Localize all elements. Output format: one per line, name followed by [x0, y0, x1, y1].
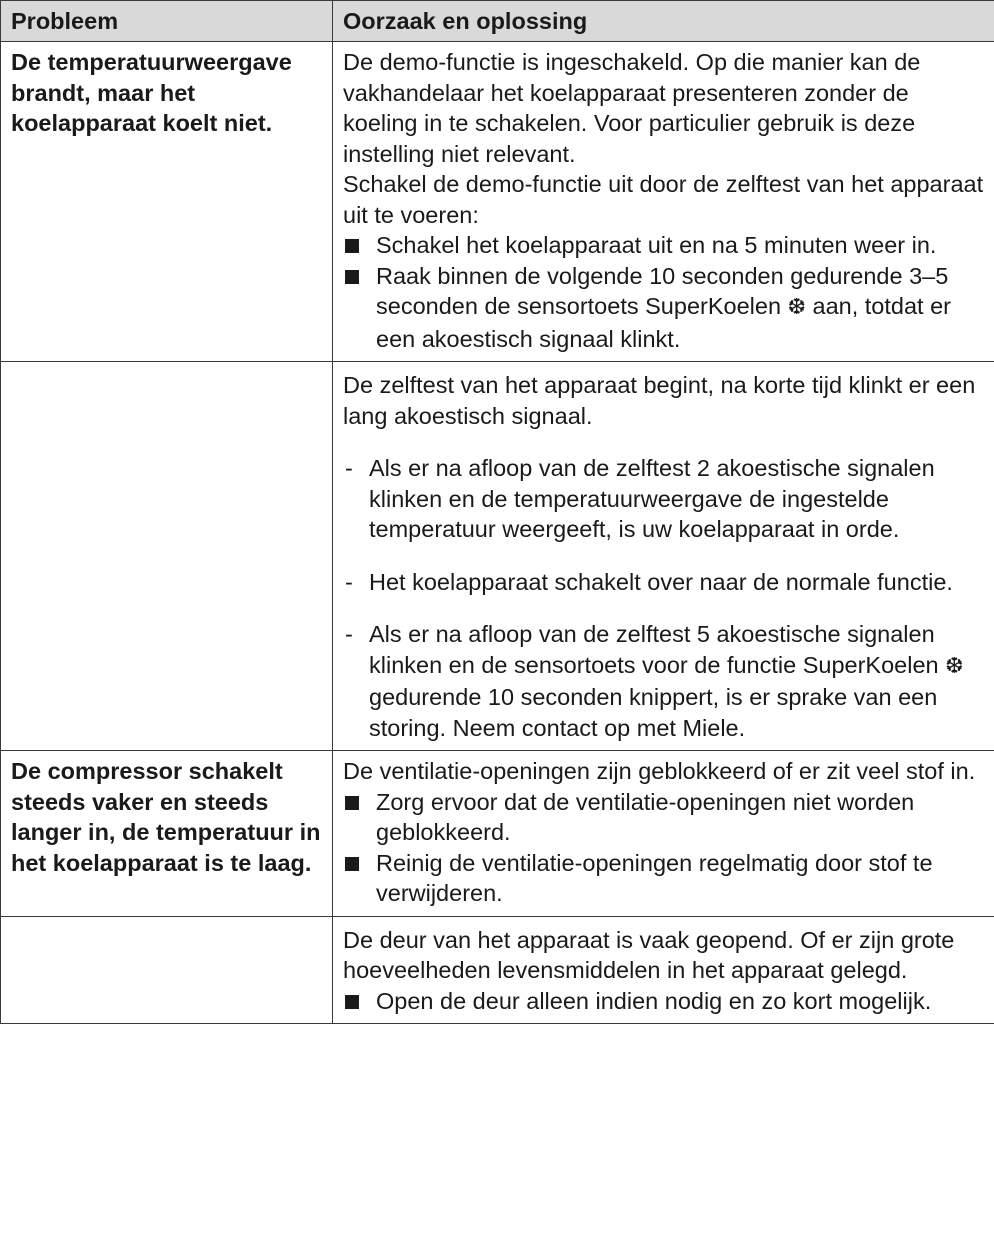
header-solution: Oorzaak en oplossing: [333, 1, 994, 42]
instruction-text: Schakel de demo-functie uit door de zelftest van het apparaat uit te voeren:: [343, 171, 984, 228]
problem-continued-cell: [1, 362, 333, 751]
square-bullet-icon: [345, 857, 359, 871]
table-row: [1, 751, 994, 917]
dash-marker: -: [345, 568, 353, 595]
selftest-text: De zelftest van het apparaat begint, na korte tijd klinkt er een lang akoestisch signaal.: [343, 372, 976, 429]
step-text-part: Raak binnen de volgende 10 seconden gedurende 3–5 seconden de sensortoets SuperKoelen: [376, 262, 949, 319]
dash-marker: -: [345, 455, 353, 481]
square-bullet-icon: [345, 796, 359, 810]
list-item: [343, 261, 986, 355]
table-header-row: [1, 1, 994, 42]
result-text: Als er na afloop van de zelftest 2 akoestische signalen klinken en de temperatuurweergave de ingestelde temperatuur weergeeft, is uw koelapparaat in orde.: [369, 455, 935, 542]
step-text: Reinig de ventilatie-openingen regelmatig door stof te verwijderen.: [376, 849, 933, 906]
table-row: [1, 362, 994, 751]
snowflake-icon: ❆: [945, 653, 964, 679]
solution-demo-function: [333, 42, 994, 362]
result-text: Het koelapparaat schakelt over naar de normale functie.: [369, 568, 953, 595]
step-text-part: aan, totdat er een akoestisch signaal klinkt.: [376, 293, 952, 352]
solution-door: [333, 916, 994, 1024]
square-bullet-icon: [345, 995, 359, 1009]
solution-selftest: [333, 362, 994, 751]
list-item: [343, 848, 986, 909]
step-text: Schakel het koelapparaat uit en na 5 minuten weer in.: [376, 232, 937, 258]
table-row: [1, 42, 994, 362]
dash-marker: -: [345, 621, 353, 647]
door-steps-list: [343, 986, 986, 1017]
result-item: [345, 619, 986, 743]
square-bullet-icon: [345, 270, 359, 284]
cause-demo-text: De demo-functie is ingeschakeld. Op die manier kan de vakhandelaar het koelapparaat presenteren zonder de koeling in te schakelen. Voor particulier gebruik is deze instelling niet relevant.: [343, 49, 921, 167]
list-item: [343, 230, 986, 261]
list-item: [343, 787, 986, 848]
demo-steps-list: [343, 230, 986, 354]
problem-demo: De temperatuurweergave brandt, maar het koelapparaat koelt niet.: [1, 42, 333, 362]
result-item: [345, 453, 986, 545]
square-bullet-icon: [345, 239, 359, 253]
table-row: [1, 916, 994, 1024]
list-item: [343, 986, 986, 1017]
cause-ventilation-text: De ventilatie-openingen zijn geblokkeerd of er zit veel stof in.: [343, 758, 976, 784]
step-text: Open de deur alleen indien nodig en zo kort mogelijk.: [376, 987, 932, 1014]
problem-continued-cell: [1, 916, 333, 1024]
header-problem: Probleem: [1, 1, 333, 42]
snowflake-icon: ❆: [787, 295, 806, 320]
step-text: Zorg ervoor dat de ventilatie-openingen niet worden geblokkeerd.: [376, 788, 915, 845]
result-item: [345, 567, 986, 598]
result-text-part: gedurende 10 seconden knippert, is er sprake van een storing. Neem contact op met Miele.: [369, 684, 938, 741]
problem-compressor: De compressor schakelt steeds vaker en steeds langer in, de temperatuur in het koelapparaat is te laag.: [1, 751, 333, 917]
solution-ventilation: [333, 751, 994, 917]
result-text-part: Als er na afloop van de zelftest 5 akoestische signalen klinken en de sensortoets voor de functie SuperKoelen: [369, 621, 939, 678]
ventilation-steps-list: [343, 787, 986, 909]
cause-door-text: De deur van het apparaat is vaak geopend. Of er zijn grote hoeveelheden levensmiddelen in het apparaat gelegd.: [343, 926, 955, 983]
